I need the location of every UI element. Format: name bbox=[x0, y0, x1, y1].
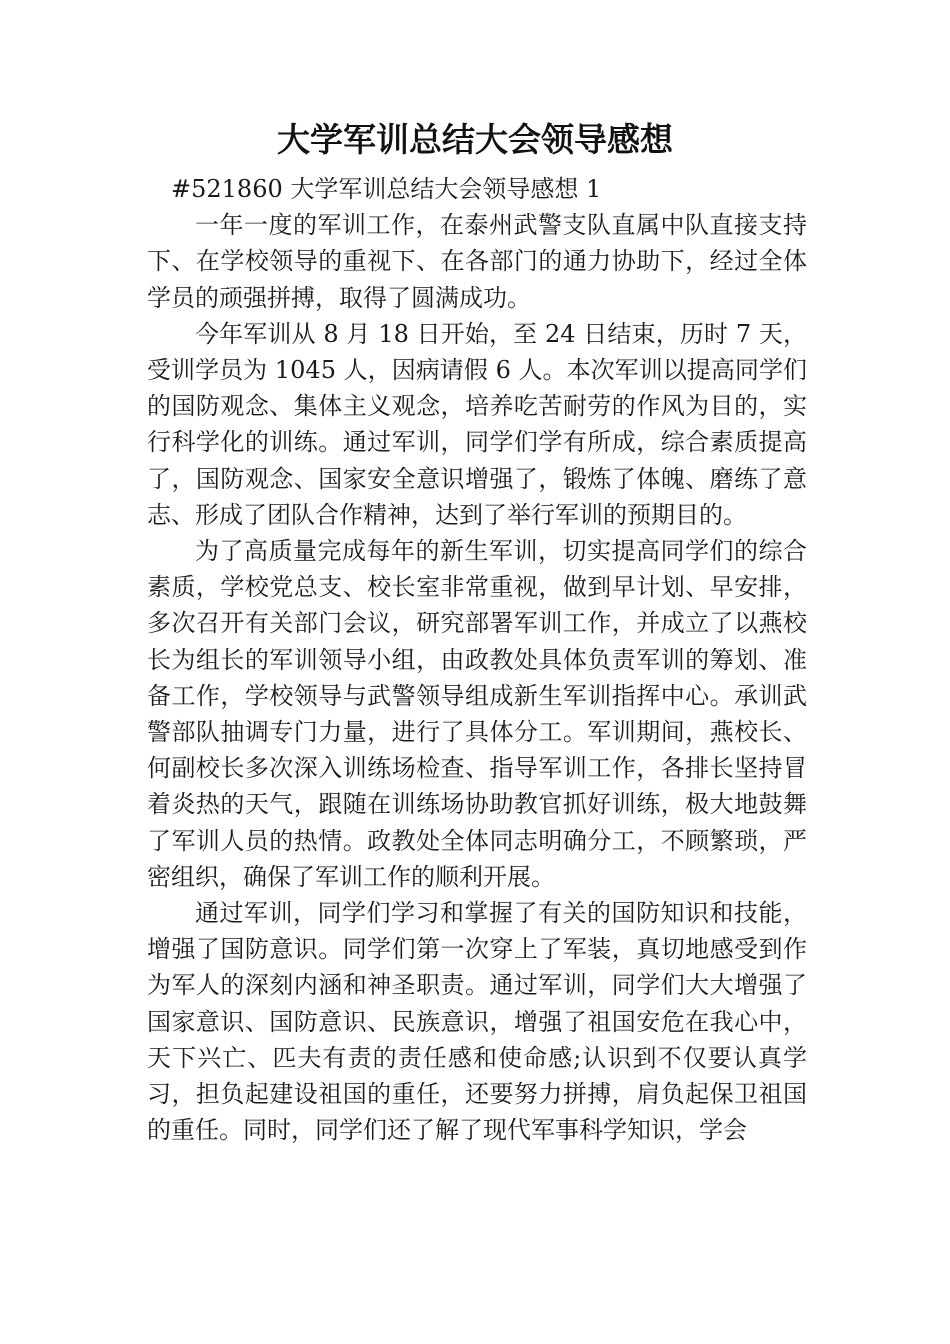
paragraph-2: 今年军训从 8 月 18 日开始，至 24 日结束，历时 7 天，受训学员为 1045 人，因病请假 6 人。本次军训以提高同学们的国防观念、集体主义观念，培养吃苦耐劳的作风为目的，实行科学化的训练。通过军训，同学们学有所成，综合素质提高了，国防观念、国家安全意识增强了，锻炼了体魄、磨练了意志、形成了团队合作精神，达到了举行军训的预期目的。 bbox=[147, 319, 807, 529]
document-body bbox=[147, 171, 807, 1148]
paragraph-1: 一年一度的军训工作，在泰州武警支队直属中队直接支持下、在学校领导的重视下、在各部门的通力协助下，经过全体学员的顽强拼搏，取得了圆满成功。 bbox=[147, 211, 807, 312]
paragraph-4: 通过军训，同学们学习和掌握了有关的国防知识和技能，增强了国防意识。同学们第一次穿上了军装，真切地感受到作为军人的深刻内涵和神圣职责。通过军训，同学们大大增强了国家意识、国防意识、民族意识，增强了祖国安危在我心中，天下兴亡、匹夫有责的责任感和使命感;认识到不仅要认真学习，担负起建设祖国的重任，还要努力拼搏，肩负起保卫祖国的重任。同时，同学们还了解了现代军事科学知识，学会 bbox=[147, 899, 807, 1145]
document-subtitle: #521860 大学军训总结大会领导感想 1 bbox=[171, 175, 602, 203]
document-title: 大学军训总结大会领导感想 bbox=[277, 120, 673, 159]
paragraph-3: 为了高质量完成每年的新生军训，切实提高同学们的综合素质，学校党总支、校长室非常重视，做到早计划、早安排，多次召开有关部门会议，研究部署军训工作，并成立了以燕校长为组长的军训领导小组，由政教处具体负责军训的筹划、准备工作，学校领导与武警领导组成新生军训指挥中心。承训武警部队抽调专门力量，进行了具体分工。军训期间，燕校长、何副校长多次深入训练场检查、指导军训工作，各排长坚持冒着炎热的天气，跟随在训练场协助教官抓好训练，极大地鼓舞了军训人员的热情。政教处全体同志明确分工，不顾繁琐，严密组织，确保了军训工作的顺利开展。 bbox=[147, 537, 807, 891]
